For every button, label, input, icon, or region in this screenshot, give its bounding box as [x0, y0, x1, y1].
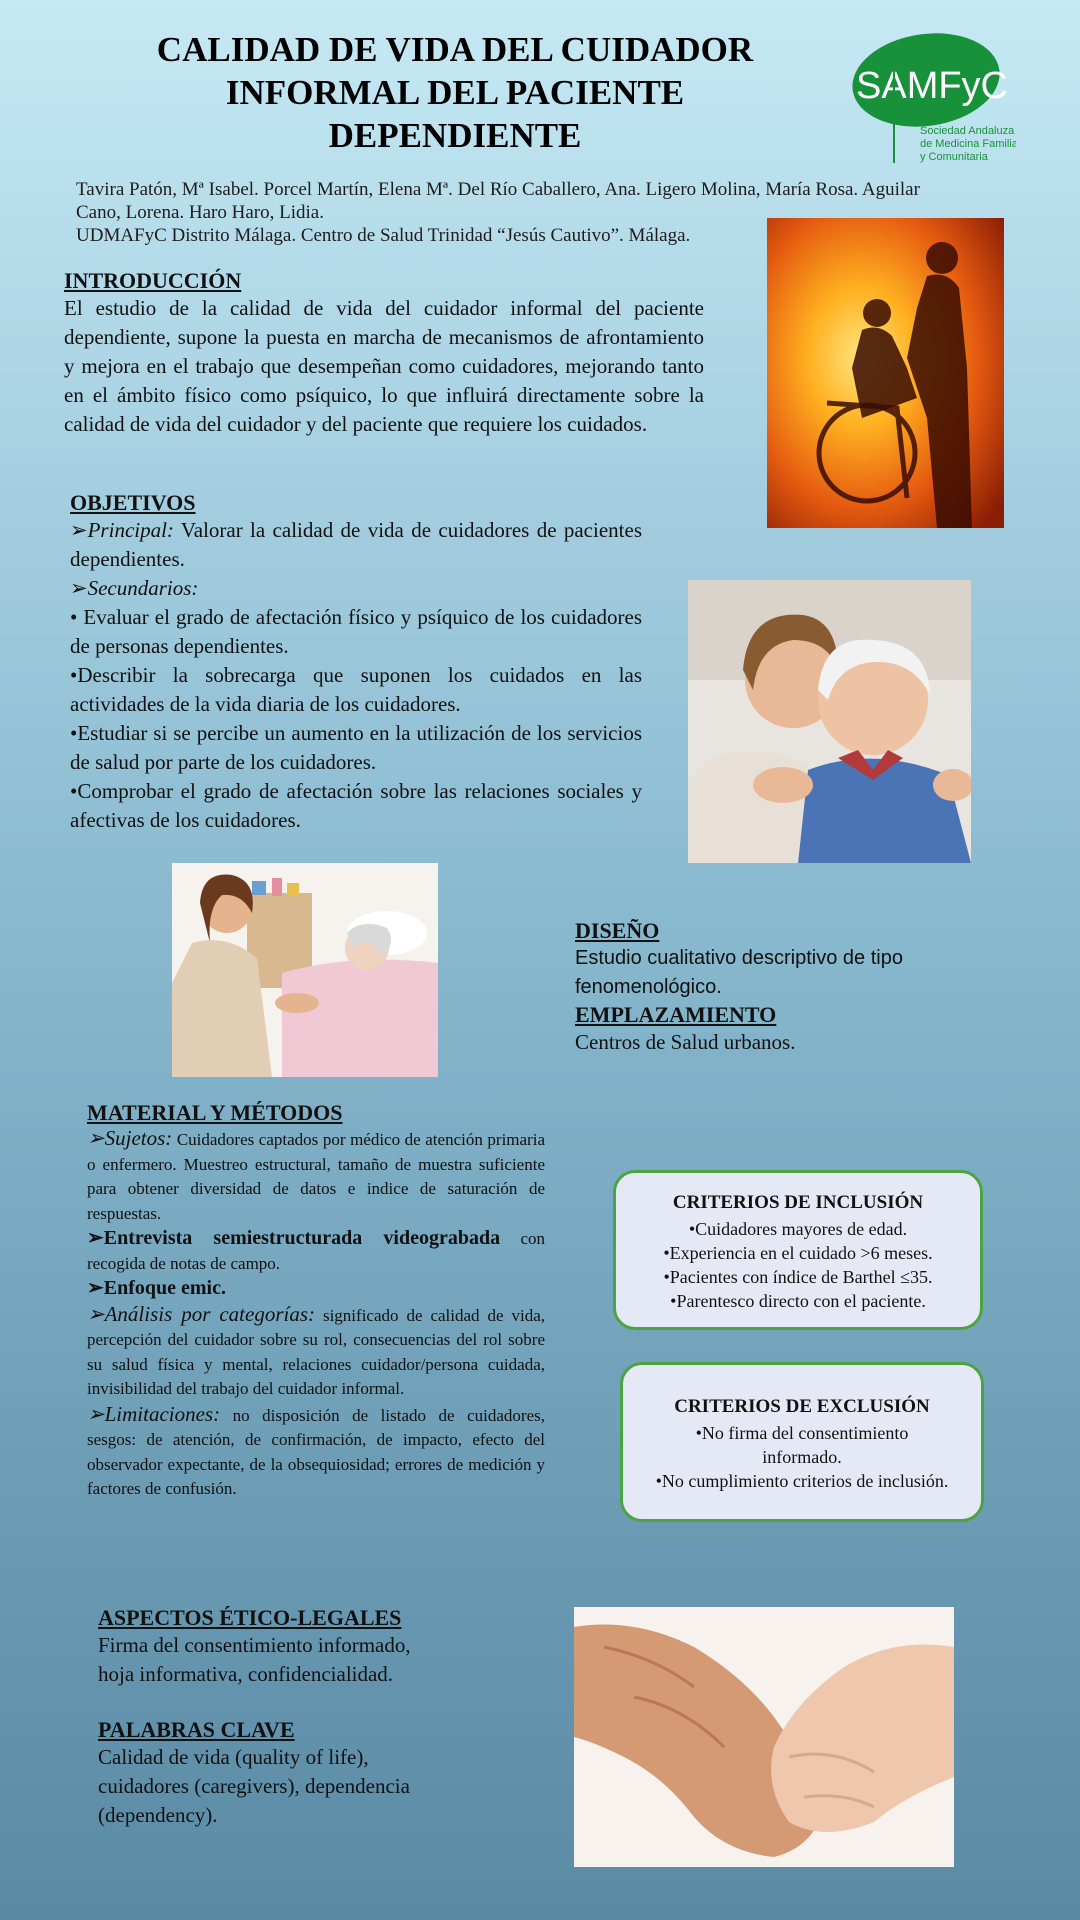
ethics-heading: ASPECTOS ÉTICO-LEGALES — [98, 1605, 402, 1630]
ethics-keywords-section — [98, 1605, 518, 1830]
methods-interview — [87, 1226, 545, 1276]
analysis-label: Análisis por categorías: — [104, 1301, 316, 1326]
objectives-section — [70, 490, 642, 835]
ethics-line-1: Firma del consentimiento informado, — [98, 1633, 411, 1657]
intro-heading: INTRODUCCIÓN — [64, 268, 242, 293]
ethics-line-2: hoja informativa, confidencialidad. — [98, 1662, 394, 1686]
exclusion-heading: CRITERIOS DE EXCLUSIÓN — [674, 1396, 930, 1417]
keywords-line-3: (dependency). — [98, 1803, 218, 1827]
interview-label: Entrevista semiestructurada videograbada — [103, 1227, 501, 1249]
subjects-label: Sujetos: — [104, 1126, 173, 1150]
inclusion-heading: CRITERIOS DE INCLUSIÓN — [672, 1192, 924, 1213]
keywords-heading: PALABRAS CLAVE — [98, 1717, 295, 1742]
title-line-3: DEPENDIENTE — [328, 116, 582, 155]
intro-text: El estudio de la calidad de vida del cuidador informal del paciente dependiente, supone la puesta en marcha de mecanismos de afrontamiento y mejora en el trabajo que desempeñan como cuidadores, mejorando tanto en el ámbito físico como psíquico, lo que influirá directamente sobre la calidad de vida del cuidador y del paciente que requiere los cuidados. — [64, 296, 704, 436]
inclusion-item: •Experiencia en el cuidado >6 meses. — [663, 1243, 933, 1263]
inclusion-item: •Cuidadores mayores de edad. — [688, 1219, 908, 1239]
arrow-bullet-icon: ➢ — [87, 1126, 105, 1150]
affiliation-line: UDMAFyC Distrito Málaga. Centro de Salud Trinidad “Jesús Cautivo”. Málaga. — [76, 225, 691, 246]
limits-text: no disposición de listado de cuidadores, sesgos: de atención, de confirmación, de impacto, efecto del observador expectante, de la obsequiosidad; errores de medición y factores de confusión. — [87, 1405, 545, 1498]
authors-line-1: Tavira Patón, Mª Isabel. Porcel Martín, Elena Mª. Del Río Caballero, Ana. Ligero Molina, María Rosa. Aguilar — [76, 179, 920, 200]
methods-subjects — [87, 1126, 545, 1226]
samfyc-logo — [846, 28, 1016, 168]
location-heading: EMPLAZAMIENTO — [575, 1002, 777, 1027]
arrow-bullet-icon: ➢ — [87, 1277, 104, 1299]
secondary-label: Secundarios: — [87, 576, 199, 600]
objective-secondary-label — [70, 574, 642, 603]
secondary-item: • Evaluar el grado de afectación físico y psíquico de los cuidadores de personas dependientes. — [70, 605, 642, 658]
logo-mark: SAMFyC — [856, 65, 1008, 107]
subjects-text: Cuidadores captados por médico de atención primaria o enfermero. Muestreo estructural, tamaño de muestra suficiente para obtener diversidad de datos e indice de saturación de respuestas. — [87, 1130, 545, 1223]
objectives-heading: OBJETIVOS — [70, 490, 196, 515]
methods-heading: MATERIAL Y MÉTODOS — [87, 1100, 343, 1125]
methods-analysis — [87, 1302, 545, 1402]
arrow-bullet-icon: ➢ — [87, 1401, 105, 1426]
holding-hands-photo — [574, 1607, 954, 1867]
bedside-care-photo — [172, 863, 438, 1077]
limits-label: Limitaciones: — [104, 1401, 221, 1426]
logo-subtitle-1: Sociedad Andaluza — [920, 125, 1015, 137]
inclusion-criteria-box — [613, 1170, 983, 1330]
emic-label: Enfoque emic. — [103, 1277, 226, 1299]
secondary-item: •Describir la sobrecarga que suponen los cuidados en las actividades de la vida diaria de los cuidadores. — [70, 663, 642, 716]
keywords-line-1: Calidad de vida (quality of life), — [98, 1745, 369, 1769]
exclusion-criteria-box — [620, 1362, 984, 1522]
inclusion-item: •Pacientes con índice de Barthel ≤35. — [663, 1267, 933, 1287]
design-section — [575, 918, 995, 1057]
design-heading: DISEÑO — [575, 918, 660, 943]
principal-text: Valorar la calidad de vida de cuidadores de pacientes dependientes. — [70, 518, 642, 571]
arrow-bullet-icon: ➢ — [87, 1227, 104, 1249]
exclusion-item: •No firma del consentimiento informado. — [695, 1423, 909, 1467]
sunset-wheelchair-photo — [767, 218, 1004, 528]
interview-text: con recogida de notas de campo. — [87, 1229, 545, 1273]
analysis-text: significado de calidad de vida, percepción del cuidador sobre su rol, consecuencias del rol sobre su salud física y mental, relaciones cuidador/persona cuidada, invisibilidad del trabajo del cuidador informal. — [87, 1305, 545, 1398]
title-line-1: CALIDAD DE VIDA DEL CUIDADOR — [156, 30, 754, 69]
location-text: Centros de Salud urbanos. — [575, 1030, 796, 1054]
secondary-item: •Estudiar si se percibe un aumento en la utilización de los servicios de salud por parte de los cuidadores. — [70, 721, 642, 774]
arrow-bullet-icon: ➢ — [70, 518, 88, 542]
caregiver-hug-photo — [688, 580, 971, 863]
poster-title — [110, 28, 800, 157]
intro-section — [64, 268, 704, 439]
design-text: Estudio cualitativo descriptivo de tipo fenomenológico. — [575, 947, 903, 998]
exclusion-item: •No cumplimiento criterios de inclusión. — [655, 1471, 949, 1491]
secondary-item: •Comprobar el grado de afectación sobre las relaciones sociales y afectivas de los cuidadores. — [70, 779, 642, 832]
methods-emic — [87, 1276, 545, 1302]
logo-subtitle-2: de Medicina Familiar — [920, 138, 1016, 150]
logo-subtitle-3: y Comunitaria — [920, 151, 988, 163]
keywords-line-2: cuidadores (caregivers), dependencia — [98, 1774, 410, 1798]
inclusion-item: •Parentesco directo con el paciente. — [670, 1291, 926, 1311]
objective-principal — [70, 516, 642, 574]
methods-section — [87, 1100, 545, 1502]
methods-limits — [87, 1402, 545, 1502]
arrow-bullet-icon: ➢ — [87, 1301, 105, 1326]
authors-line-2: Cano, Lorena. Haro Haro, Lidia. — [76, 202, 324, 223]
arrow-bullet-icon: ➢ — [70, 576, 88, 600]
title-line-2: INFORMAL DEL PACIENTE — [225, 73, 685, 112]
principal-label: Principal: — [87, 518, 174, 542]
